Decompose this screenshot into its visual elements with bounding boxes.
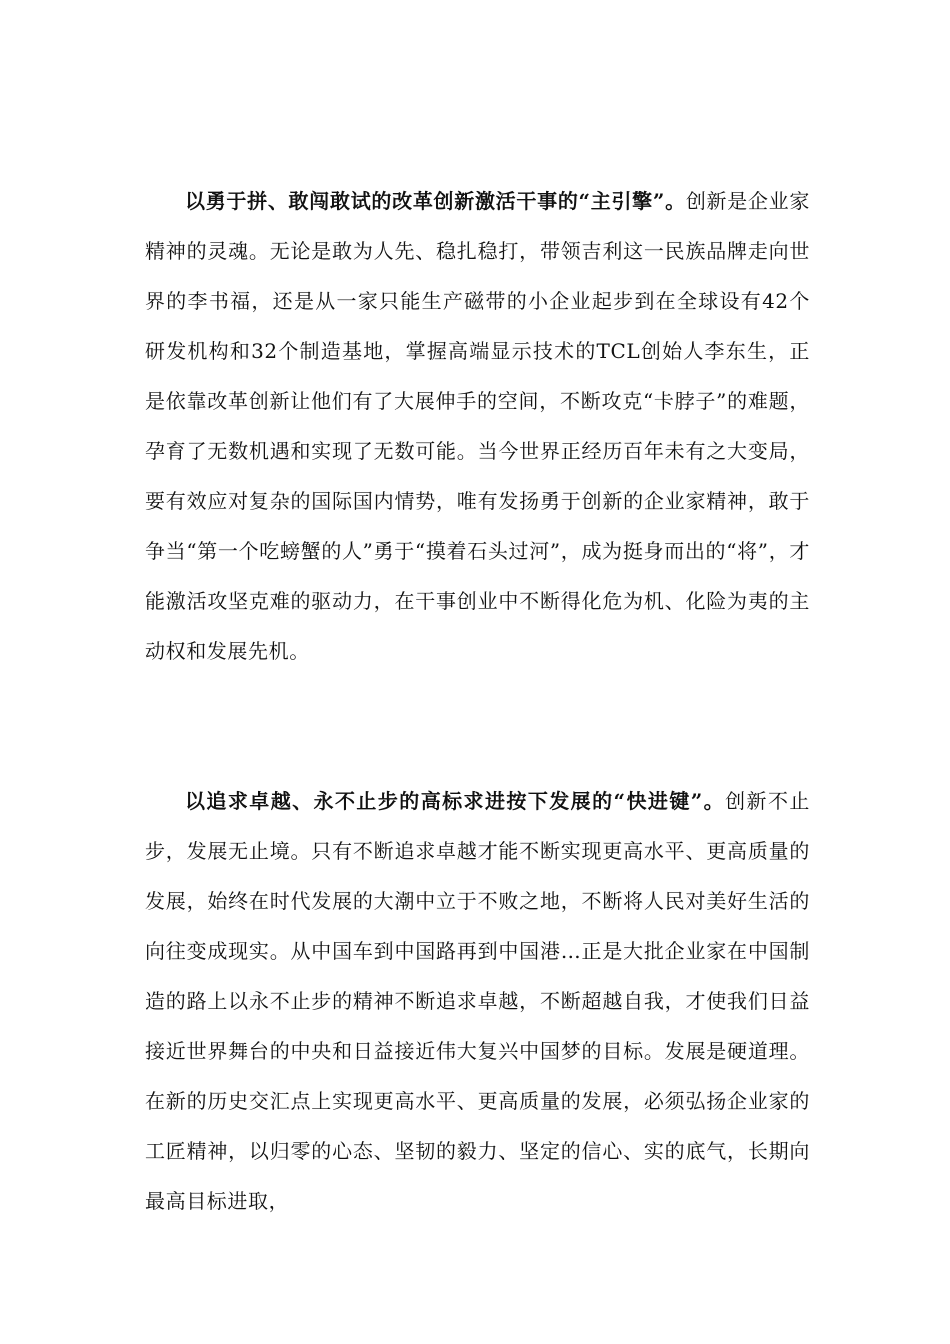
- paragraph-excellence: [145, 776, 810, 1226]
- paragraph-lead-heading: 以追求卓越、永不止步的高标求进按下发展的“快进键”。: [185, 789, 726, 813]
- paragraph-lead-heading: 以勇于拼、敢闯敢试的改革创新激活干事的“主引擎”。: [185, 189, 686, 213]
- paragraph-body-text: 创新是企业家精神的灵魂。无论是敢为人先、稳扎稳打，带领吉利这一民族品牌走向世界的李书福，还是从一家只能生产磁带的小企业起步到在全球设有42个研发机构和32个制造基地，掌握高端显示技术的TCL创始人李东生，正是依靠改革创新让他们有了大展伸手的空间，不断攻克“卡脖子”的难题，孕育了无数机遇和实现了无数可能。当今世界正经历百年未有之大变局，要有效应对复杂的国际国内情势，唯有发扬勇于创新的企业家精神，敢于争当“第一个吃螃蟹的人”勇于“摸着石头过河”，成为挺身而出的“将”，才能激活攻坚克难的驱动力，在干事创业中不断得化危为机、化险为夷的主动权和发展先机。: [145, 189, 810, 663]
- paragraph-body-text: 创新不止步，发展无止境。只有不断追求卓越才能不断实现更高水平、更高质量的发展，始终在时代发展的大潮中立于不败之地，不断将人民对美好生活的向往变成现实。从中国车到中国路再到中国港…正是大批企业家在中国制造的路上以永不止步的精神不断追求卓越，不断超越自我，才使我们日益接近世界舞台的中央和日益接近伟大复兴中国梦的目标。发展是硬道理。在新的历史交汇点上实现更高水平、更高质量的发展，必须弘扬企业家的工匠精神，以归零的心态、坚韧的毅力、坚定的信心、实的底气，长期向最高目标进取，: [145, 789, 811, 1213]
- paragraph-innovation: [145, 176, 810, 676]
